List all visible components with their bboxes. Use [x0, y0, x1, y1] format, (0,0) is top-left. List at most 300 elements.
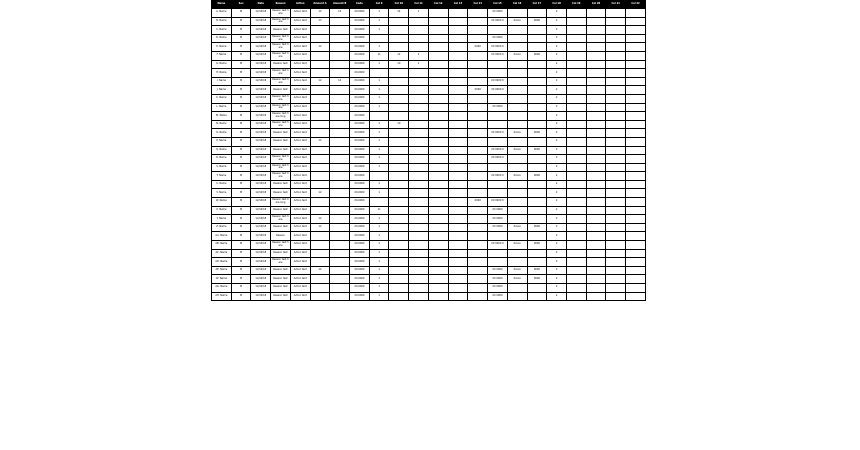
table-cell [606, 206, 626, 215]
table-cell [507, 232, 527, 241]
table-cell [428, 223, 448, 232]
table-cell: XX-0000 [350, 241, 370, 250]
table-cell: 2 [547, 155, 567, 164]
table-cell: Reason text here [271, 103, 291, 112]
table-cell [310, 258, 330, 267]
table-cell: M [231, 155, 251, 164]
table-cell: XX 0000 [488, 223, 508, 232]
table-cell: 12/10/18 [251, 51, 271, 60]
table-cell [310, 206, 330, 215]
table-cell [409, 258, 429, 267]
table-cell: Reason text here [271, 163, 291, 172]
table-cell: XX-0000 [350, 26, 370, 35]
table-cell: 12 [310, 77, 330, 86]
table-cell [527, 206, 547, 215]
table-cell: 2 [547, 103, 567, 112]
table-cell [586, 206, 606, 215]
table-cell [330, 206, 350, 215]
table-cell [468, 34, 488, 43]
table-cell [448, 129, 468, 138]
table-cell [527, 103, 547, 112]
table-cell [428, 34, 448, 43]
table-cell [586, 43, 606, 52]
table-cell: 1 [369, 129, 389, 138]
table-cell: N. Name [212, 120, 232, 129]
table-cell [586, 26, 606, 35]
table-cell [409, 77, 429, 86]
column-header: Col 16 [507, 1, 527, 9]
table-cell: XX-0000 [350, 223, 370, 232]
table-cell [507, 189, 527, 198]
table-cell [488, 258, 508, 267]
table-cell: XX-0000 [350, 172, 370, 181]
table-cell [606, 112, 626, 121]
table-cell [428, 155, 448, 164]
table-cell [330, 189, 350, 198]
table-cell [448, 26, 468, 35]
table-cell [389, 284, 409, 293]
table-cell [428, 129, 448, 138]
table-cell [566, 129, 586, 138]
table-cell: 2 [547, 86, 567, 95]
table-cell [566, 94, 586, 103]
table-cell: 10 [389, 120, 409, 129]
table-cell [606, 77, 626, 86]
table-cell [389, 137, 409, 146]
table-cell [586, 77, 606, 86]
table-cell [507, 34, 527, 43]
table-cell [448, 180, 468, 189]
table-cell: Reason text [271, 223, 291, 232]
table-cell: XX 0000 [488, 206, 508, 215]
table-cell [586, 17, 606, 26]
table-cell [566, 69, 586, 78]
table-cell: M [231, 292, 251, 301]
table-cell [468, 284, 488, 293]
table-cell: 1 [369, 292, 389, 301]
table-cell [330, 26, 350, 35]
table-cell [586, 94, 606, 103]
table-row [212, 129, 646, 138]
table-row [212, 241, 646, 250]
table-cell: XX-0000 [350, 180, 370, 189]
table-row [212, 275, 646, 284]
table-cell: K. Name [212, 94, 232, 103]
table-cell: 2 [547, 292, 567, 301]
table-cell [626, 69, 646, 78]
table-cell: XX 0000 0 [488, 86, 508, 95]
table-cell [586, 86, 606, 95]
table-cell: XX-0000 [350, 77, 370, 86]
table-cell [586, 146, 606, 155]
table-cell [468, 215, 488, 224]
table-row [212, 60, 646, 69]
table-cell: Reason text here long [271, 112, 291, 121]
table-cell [448, 86, 468, 95]
table-cell [566, 180, 586, 189]
table-cell: D. Name [212, 34, 232, 43]
table-cell: 12/10/18 [251, 155, 271, 164]
table-cell [428, 163, 448, 172]
table-cell: 12/10/18 [251, 258, 271, 267]
table-cell [428, 86, 448, 95]
table-cell [428, 137, 448, 146]
table-cell: V. Name [212, 189, 232, 198]
table-cell: Reason text here [271, 215, 291, 224]
table-cell [428, 189, 448, 198]
table-cell: XX 0000 0 [488, 172, 508, 181]
table-cell [626, 292, 646, 301]
table-cell: M [231, 215, 251, 224]
table-cell [409, 275, 429, 284]
column-header: Col 22 [626, 1, 646, 9]
table-cell: Action text [290, 189, 310, 198]
column-header: Code [350, 1, 370, 9]
table-cell [428, 69, 448, 78]
table-cell [389, 249, 409, 258]
table-cell [389, 146, 409, 155]
table-cell [448, 232, 468, 241]
table-cell: Reason text here long [271, 198, 291, 207]
table-cell [507, 86, 527, 95]
table-cell [310, 51, 330, 60]
table-cell [310, 241, 330, 250]
table-cell: Reason text [271, 129, 291, 138]
table-cell [586, 34, 606, 43]
table-cell: 1 [369, 249, 389, 258]
table-cell [566, 103, 586, 112]
table-cell [606, 43, 626, 52]
table-cell: Xxxxx [507, 266, 527, 275]
table-cell [468, 146, 488, 155]
table-cell [527, 258, 547, 267]
table-cell: 2 [547, 206, 567, 215]
table-cell [488, 163, 508, 172]
table-cell: 1 [369, 275, 389, 284]
table-cell: XX-0000 [350, 17, 370, 26]
table-cell [330, 60, 350, 69]
table-cell [606, 258, 626, 267]
table-cell [566, 215, 586, 224]
table-cell: 2 [547, 241, 567, 250]
table-cell: Action text [290, 241, 310, 250]
table-cell: XX-0000 [350, 189, 370, 198]
table-cell [488, 60, 508, 69]
table-body [212, 9, 646, 301]
table-cell: J. Name [212, 86, 232, 95]
table-cell [626, 189, 646, 198]
table-cell: 12/10/18 [251, 292, 271, 301]
table-cell [428, 292, 448, 301]
table-cell [389, 155, 409, 164]
table-cell [606, 69, 626, 78]
table-cell [566, 146, 586, 155]
table-cell [566, 249, 586, 258]
column-header: Reason [271, 1, 291, 9]
table-cell [566, 51, 586, 60]
column-header: Amount A [310, 1, 330, 9]
table-cell [488, 137, 508, 146]
table-cell: XX-0000 [350, 51, 370, 60]
table-cell: 2 [547, 9, 567, 18]
table-cell: Reason text here [271, 172, 291, 181]
table-cell: 12/10/18 [251, 172, 271, 181]
table-cell [566, 232, 586, 241]
table-cell [488, 26, 508, 35]
table-cell [468, 120, 488, 129]
table-cell: 12 [310, 189, 330, 198]
table-cell [428, 284, 448, 293]
table-cell [507, 206, 527, 215]
table-cell [330, 120, 350, 129]
table-cell [389, 215, 409, 224]
table-cell [527, 189, 547, 198]
records-table [211, 0, 646, 301]
table-cell: 12/10/18 [251, 137, 271, 146]
table-cell: T. Name [212, 172, 232, 181]
table-cell: Reason text here [271, 9, 291, 18]
table-cell [409, 180, 429, 189]
table-cell [448, 198, 468, 207]
table-cell [527, 198, 547, 207]
table-cell [586, 241, 606, 250]
table-cell [507, 9, 527, 18]
table-row [212, 198, 646, 207]
table-cell: 1 [409, 9, 429, 18]
table-cell [527, 155, 547, 164]
table-cell: M [231, 180, 251, 189]
table-cell: Reason text [271, 60, 291, 69]
table-cell [330, 284, 350, 293]
table-cell [428, 94, 448, 103]
table-cell [606, 137, 626, 146]
table-cell [409, 120, 429, 129]
table-cell: Reason text [271, 189, 291, 198]
table-cell [586, 137, 606, 146]
table-cell: 2 [547, 249, 567, 258]
table-cell [626, 266, 646, 275]
table-cell: 1 [369, 9, 389, 18]
table-cell [488, 94, 508, 103]
table-cell [468, 206, 488, 215]
table-cell: 1 [369, 215, 389, 224]
table-cell [626, 112, 646, 121]
column-header: Name [212, 1, 232, 9]
table-cell [448, 77, 468, 86]
column-header: Col 9 [369, 1, 389, 9]
table-cell [527, 69, 547, 78]
table-cell: M [231, 258, 251, 267]
table-cell: 12/10/18 [251, 241, 271, 250]
table-cell: 2 [547, 258, 567, 267]
table-cell: Action text [290, 198, 310, 207]
table-cell: P. Name [212, 137, 232, 146]
table-cell: M [231, 129, 251, 138]
table-cell: 12/10/18 [251, 17, 271, 26]
table-cell: M [231, 249, 251, 258]
table-cell: 2 [547, 43, 567, 52]
table-cell: U. Name [212, 180, 232, 189]
table-cell [488, 232, 508, 241]
table-cell [389, 266, 409, 275]
table-cell [488, 189, 508, 198]
table-cell [626, 43, 646, 52]
table-cell [448, 103, 468, 112]
table-cell [586, 266, 606, 275]
table-cell: Action text [290, 34, 310, 43]
table-cell [507, 112, 527, 121]
table-cell: 14 [330, 77, 350, 86]
table-cell [409, 86, 429, 95]
table-cell: 2 [547, 180, 567, 189]
table-cell: XX 0000 0 [488, 129, 508, 138]
table-cell [389, 163, 409, 172]
table-cell [586, 9, 606, 18]
table-cell: 12/10/18 [251, 60, 271, 69]
table-cell: XX-0000 [350, 43, 370, 52]
table-cell: 2 [547, 69, 567, 78]
table-cell: 2 [547, 137, 567, 146]
table-cell [330, 258, 350, 267]
table-cell [310, 180, 330, 189]
table-cell: M [231, 86, 251, 95]
table-cell: 12/10/18 [251, 9, 271, 18]
table-cell [330, 172, 350, 181]
table-cell [586, 60, 606, 69]
table-cell: Reason text here [271, 43, 291, 52]
table-cell [310, 86, 330, 95]
table-cell [507, 249, 527, 258]
table-cell [606, 26, 626, 35]
table-cell [468, 223, 488, 232]
table-cell [409, 43, 429, 52]
table-cell [488, 180, 508, 189]
table-cell [606, 215, 626, 224]
table-cell: XX-0000 [350, 9, 370, 18]
table-cell [566, 17, 586, 26]
table-cell: XX 0000 0 [488, 146, 508, 155]
table-cell [409, 249, 429, 258]
table-cell: AC. Name [212, 249, 232, 258]
table-cell [389, 17, 409, 26]
table-cell [566, 137, 586, 146]
table-cell [586, 180, 606, 189]
table-cell: XX-0000 [350, 215, 370, 224]
table-cell [468, 292, 488, 301]
table-cell [330, 249, 350, 258]
table-cell [527, 60, 547, 69]
table-cell [330, 129, 350, 138]
table-cell: XX-0000 [350, 112, 370, 121]
table-cell: Action text [290, 26, 310, 35]
table-cell [507, 180, 527, 189]
table-cell [468, 17, 488, 26]
table-cell: C. Name [212, 26, 232, 35]
table-cell [330, 241, 350, 250]
table-cell [606, 189, 626, 198]
table-cell [330, 163, 350, 172]
table-cell: Action text [290, 103, 310, 112]
table-cell: XX 0000 [488, 275, 508, 284]
table-cell [468, 129, 488, 138]
table-row [212, 103, 646, 112]
table-cell: AB. Name [212, 241, 232, 250]
table-cell: W. Name [212, 198, 232, 207]
table-cell [606, 275, 626, 284]
table-cell [369, 69, 389, 78]
table-cell [468, 69, 488, 78]
table-cell: XX-0000 [350, 155, 370, 164]
table-cell: XX-0000 [350, 275, 370, 284]
table-cell [428, 206, 448, 215]
table-cell: XX-0000 [350, 232, 370, 241]
table-cell: 12/10/18 [251, 86, 271, 95]
table-cell [448, 17, 468, 26]
table-row [212, 206, 646, 215]
table-cell: 2 [547, 129, 567, 138]
table-cell: XX 0000 0 [488, 51, 508, 60]
table-cell: M [231, 241, 251, 250]
table-cell [527, 43, 547, 52]
table-cell: 12/10/18 [251, 266, 271, 275]
table-cell [310, 284, 330, 293]
table-cell [428, 26, 448, 35]
column-header: Col 17 [527, 1, 547, 9]
table-cell [409, 206, 429, 215]
table-cell [389, 189, 409, 198]
table-cell [586, 112, 606, 121]
table-cell [448, 189, 468, 198]
table-cell: 11 [369, 51, 389, 60]
table-cell [468, 155, 488, 164]
table-cell [586, 155, 606, 164]
table-cell [389, 94, 409, 103]
column-header: Col 15 [488, 1, 508, 9]
table-cell [527, 232, 547, 241]
table-cell: XX-0000 [350, 146, 370, 155]
table-cell [409, 34, 429, 43]
table-row [212, 94, 646, 103]
table-cell [468, 103, 488, 112]
table-cell: 2 [547, 77, 567, 86]
table-cell [448, 146, 468, 155]
table-cell: 0000 [527, 266, 547, 275]
table-cell [626, 17, 646, 26]
table-cell [586, 51, 606, 60]
table-cell [527, 120, 547, 129]
table-cell: 2 [547, 94, 567, 103]
table-cell [566, 275, 586, 284]
table-cell [507, 60, 527, 69]
table-cell [409, 17, 429, 26]
table-cell: XX-0000 [350, 86, 370, 95]
table-cell: XX00 [468, 86, 488, 95]
table-cell [428, 103, 448, 112]
table-cell: 0000 [527, 223, 547, 232]
table-cell: Action text [290, 172, 310, 181]
table-cell [468, 172, 488, 181]
table-cell [507, 43, 527, 52]
table-cell [468, 26, 488, 35]
table-cell [330, 51, 350, 60]
table-cell: XX-0000 [350, 69, 370, 78]
table-cell: Action text [290, 223, 310, 232]
table-cell: 1 [369, 26, 389, 35]
column-header: Col 21 [606, 1, 626, 9]
table-cell: 0000 [527, 241, 547, 250]
table-cell [606, 180, 626, 189]
table-cell: 12 [310, 266, 330, 275]
